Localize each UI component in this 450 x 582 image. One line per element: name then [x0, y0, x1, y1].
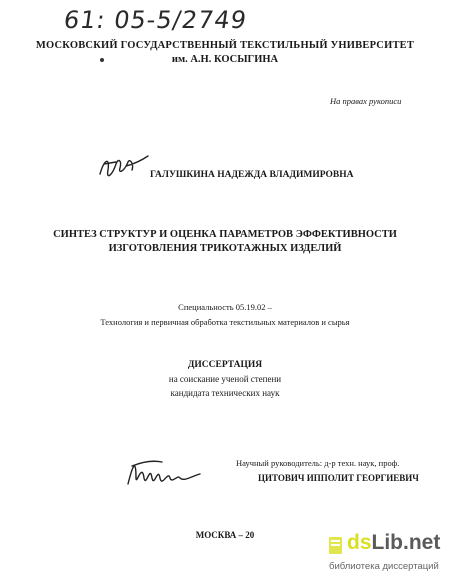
specialty-code: Специальность 05.19.02 –	[178, 302, 272, 312]
city-year: МОСКВА – 20	[195, 530, 255, 540]
supervisor-role: Научный руководитель: д-р техн. наук, проф.	[236, 458, 400, 468]
university-name-suffix: им. А.Н. КОСЫГИНА	[171, 54, 279, 65]
watermark-subtitle: библиотека диссертаций	[329, 561, 439, 572]
specialty-name: Технология и первичная обработка текстильных материалов и сырья	[100, 317, 350, 327]
specialty-block	[0, 300, 450, 330]
dissertation-block	[0, 358, 450, 400]
author-signature	[96, 150, 152, 184]
dissertation-heading: ДИССЕРТАЦИЯ	[187, 360, 263, 370]
book-icon	[327, 535, 345, 557]
degree-line-1: на соискание ученой степени	[168, 374, 282, 384]
dslib-watermark[interactable]	[325, 531, 447, 579]
supervisor-signature	[122, 448, 204, 492]
logo-main: Lib	[371, 531, 404, 554]
title-line-1: СИНТЕЗ СТРУКТУР И ОЦЕНКА ПАРАМЕТРОВ ЭФФЕКТИВНОСТИ	[53, 229, 397, 240]
logo-prefix: ds	[347, 531, 372, 554]
rights-note: На правах рукописи	[330, 96, 402, 106]
handwritten-archive-code: 61: 05-5/2749	[62, 6, 249, 34]
supervisor-name: ЦИТОВИЧ ИППОЛИТ ГЕОРГИЕВИЧ	[258, 473, 419, 483]
logo-suffix: .net	[403, 531, 441, 554]
dissertation-title	[0, 228, 450, 256]
watermark-logo	[347, 531, 440, 555]
author-name: ГАЛУШКИНА НАДЕЖДА ВЛАДИМИРОВНА	[150, 170, 354, 180]
degree-line-2: кандидата технических наук	[170, 388, 280, 398]
university-name: МОСКОВСКИЙ ГОСУДАРСТВЕННЫЙ ТЕКСТИЛЬНЫЙ УНИВЕРСИТЕТ	[35, 40, 415, 51]
title-line-2: ИЗГОТОВЛЕНИЯ ТРИКОТАЖНЫХ ИЗДЕЛИЙ	[108, 243, 342, 254]
